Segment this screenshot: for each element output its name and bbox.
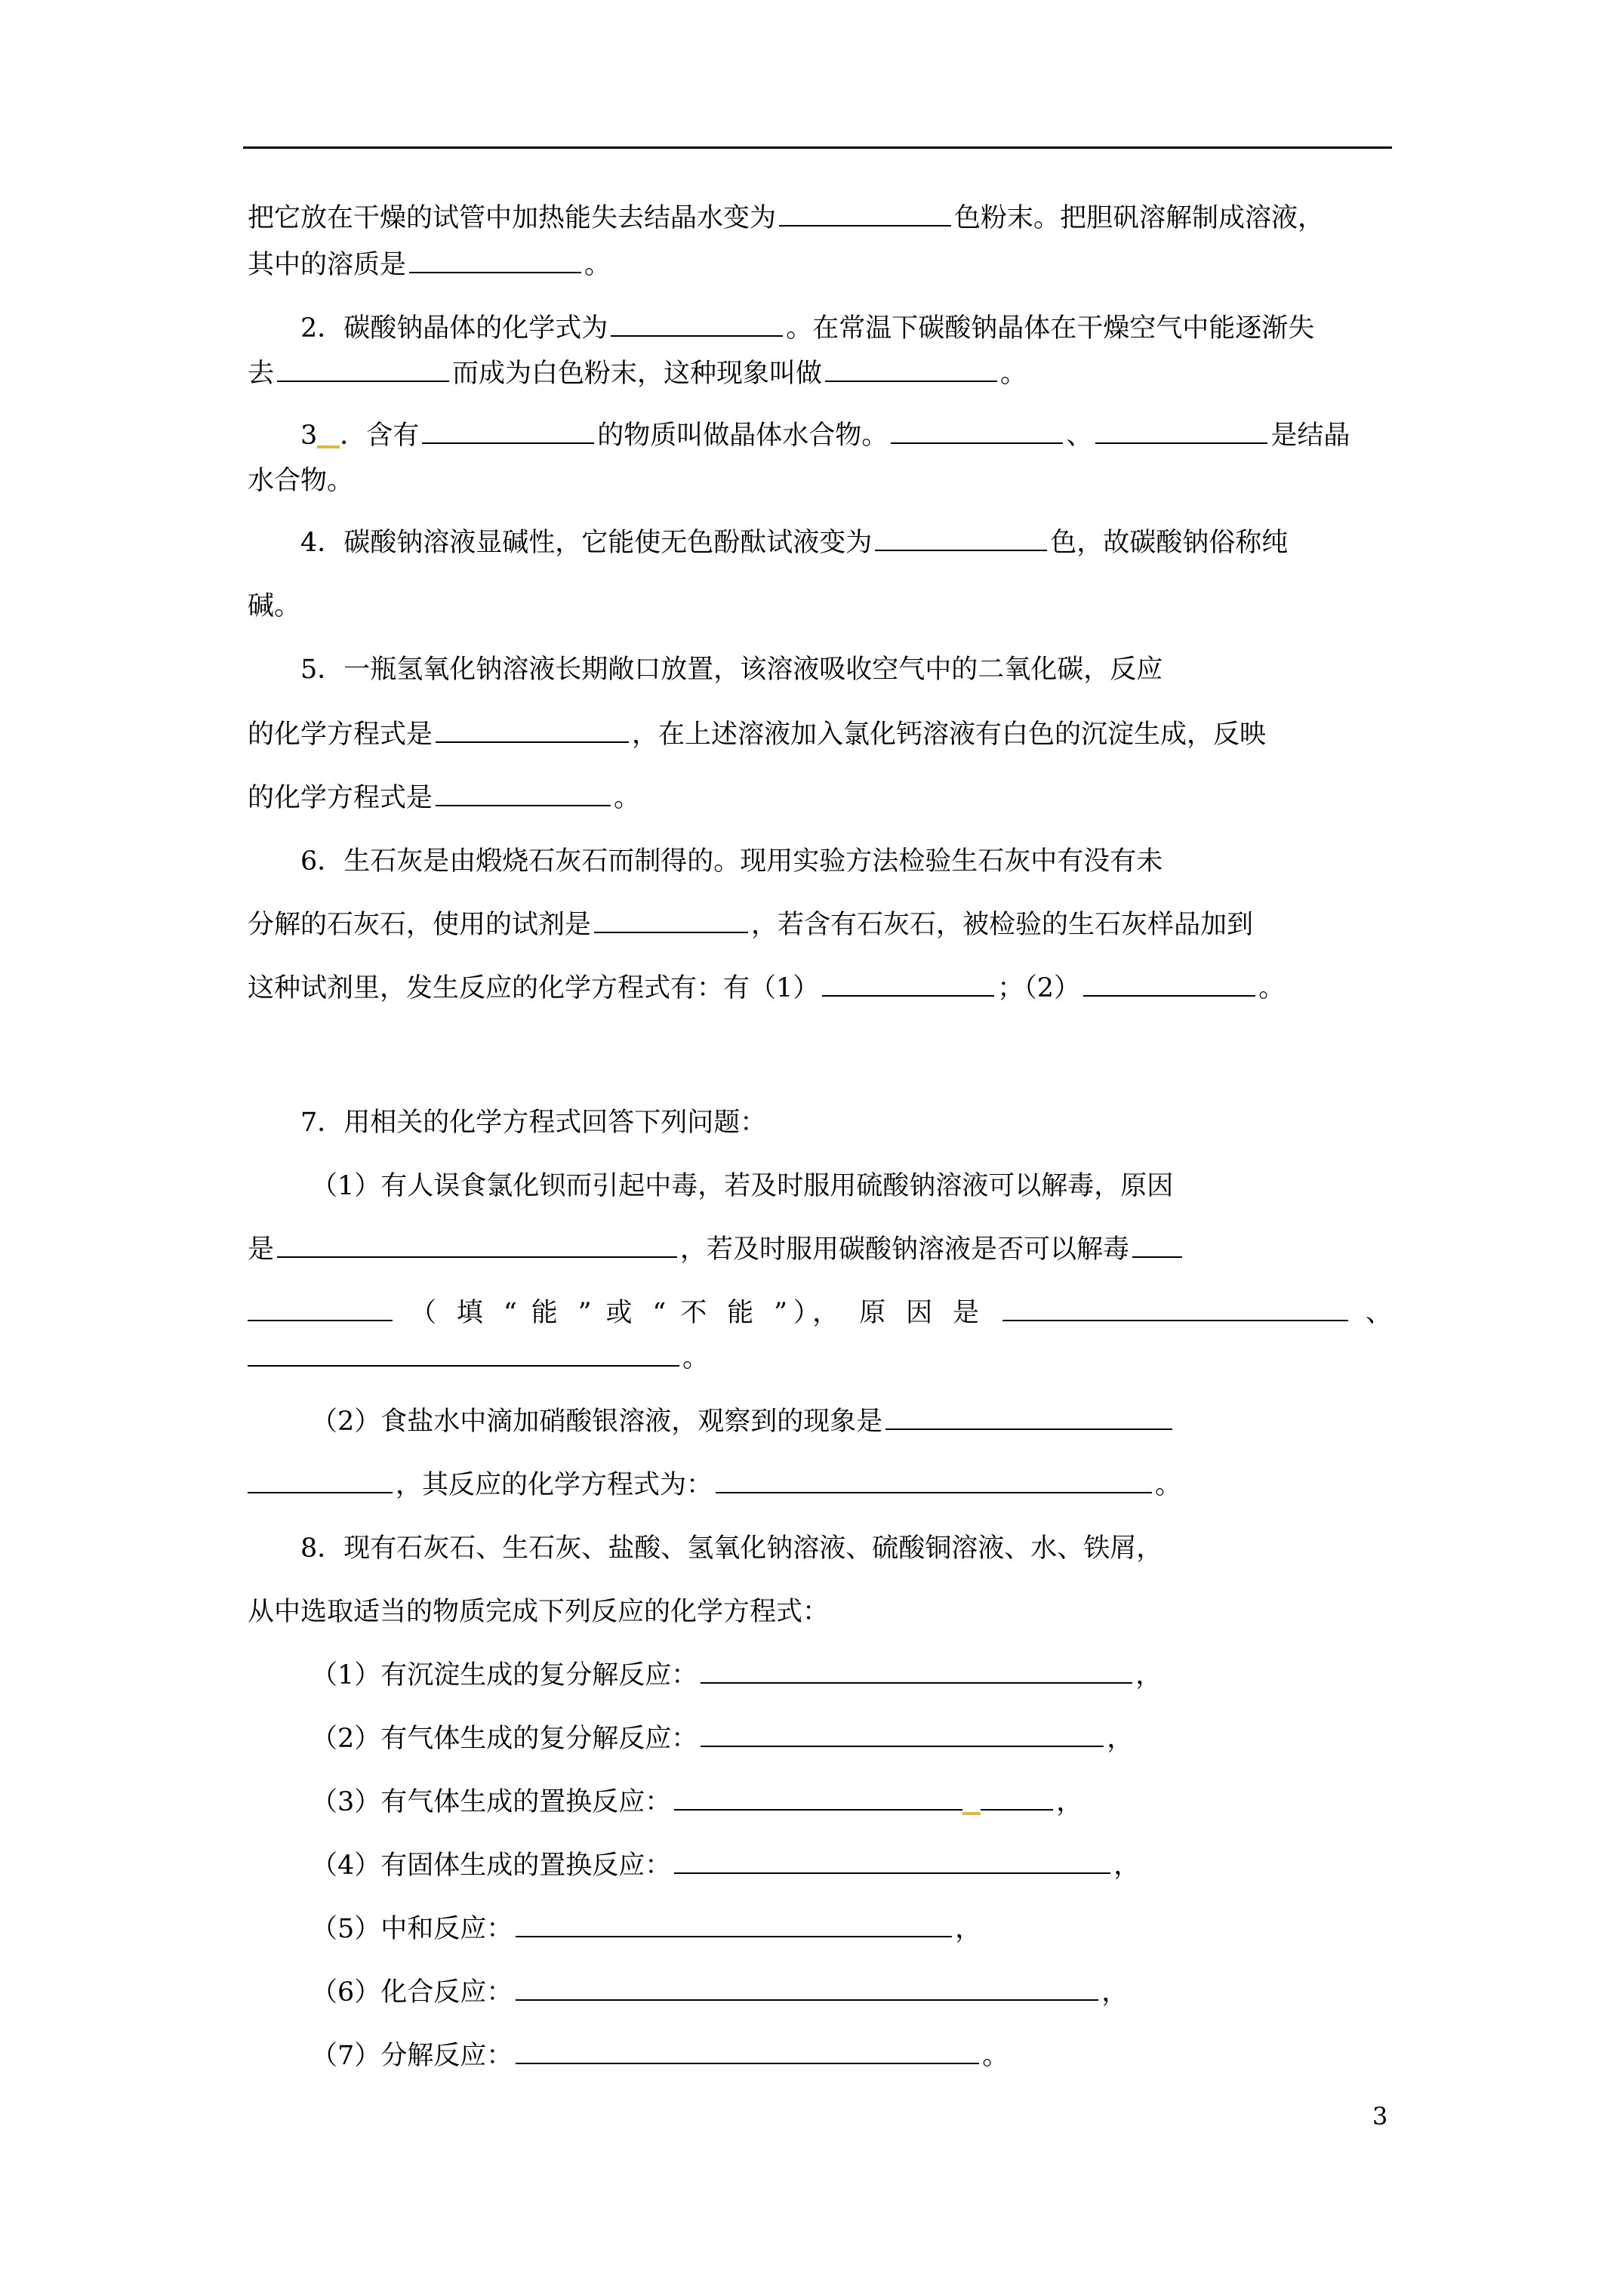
text-line: 。 <box>248 1339 709 1377</box>
answer-blank[interactable] <box>981 1785 1053 1811</box>
answer-blank[interactable] <box>891 418 1063 444</box>
text-line: （5）中和反应： ， <box>311 1910 981 1948</box>
answer-blank[interactable] <box>701 1721 1104 1747</box>
answer-blank[interactable] <box>516 1975 1098 2001</box>
answer-blank[interactable] <box>1083 971 1255 997</box>
answer-blank[interactable] <box>716 1468 1152 1493</box>
text-line: 从中选取适当的物质完成下列反应的化学方程式： <box>248 1597 830 1627</box>
answer-blank[interactable] <box>825 356 997 382</box>
answer-blank[interactable] <box>436 717 629 743</box>
text-line: 其中的溶质是 。 <box>248 246 611 284</box>
page-number: 3 <box>1372 2102 1388 2131</box>
question-3: 3 ．含有 的物质叫做晶体水合物。 、 是结晶 <box>300 417 1350 455</box>
answer-blank[interactable] <box>875 525 1047 551</box>
text-line: （2）有气体生成的复分解反应： ， <box>311 1720 1133 1758</box>
text-line: （7）分解反应： 。 <box>311 2037 1009 2075</box>
answer-blank[interactable] <box>611 311 783 337</box>
answer-blank[interactable] <box>248 1341 679 1367</box>
answer-blank[interactable] <box>674 1785 962 1811</box>
answer-blank[interactable] <box>1095 418 1267 444</box>
text-line: 去 而成为白色粉末，这种现象叫做 。 <box>248 355 1027 393</box>
text-line: （1）有人误食氯化钡而引起中毒，若及时服用硫酸钠溶液可以解毒，原因 <box>311 1171 1174 1201</box>
answer-blank[interactable] <box>594 908 748 933</box>
answer-blank[interactable] <box>885 1404 1172 1430</box>
text-line: 分解的石灰石，使用的试剂是 ，若含有石灰石，被检验的生石灰样品加到 <box>248 906 1253 944</box>
question-2: 2．碳酸钠晶体的化学式为 。在常温下碳酸钠晶体在干燥空气中能逐渐失 <box>300 310 1314 347</box>
question-5: 5．一瓶氢氧化钠溶液长期敞口放置，该溶液吸收空气中的二氧化碳，反应 <box>300 655 1163 685</box>
answer-blank[interactable] <box>779 201 951 227</box>
highlight-mark <box>317 445 340 448</box>
text-line: 的化学方程式是 。 <box>248 779 640 817</box>
text-line: 水合物。 <box>248 466 354 496</box>
answer-blank[interactable] <box>277 1232 677 1258</box>
answer-blank[interactable] <box>436 781 611 806</box>
answer-blank[interactable] <box>701 1658 1132 1684</box>
answer-blank[interactable] <box>516 1912 952 1937</box>
text-line: （3）有气体生成的置换反应： ， <box>311 1783 1083 1821</box>
text-line: （4）有固体生成的置换反应： ， <box>311 1847 1140 1885</box>
header-rule <box>243 146 1392 149</box>
answer-blank[interactable] <box>1132 1232 1182 1258</box>
answer-blank[interactable] <box>674 1848 1110 1874</box>
text-line: （1）有沉淀生成的复分解反应： ， <box>311 1657 1162 1694</box>
question-8: 8．现有石灰石、生石灰、盐酸、氢氧化钠溶液、硫酸铜溶液、水、铁屑， <box>300 1533 1163 1564</box>
answer-blank[interactable] <box>248 1296 393 1321</box>
text-line: （6）化合反应： ， <box>311 1974 1128 2011</box>
highlight-mark <box>962 1812 981 1815</box>
answer-blank[interactable] <box>409 248 581 273</box>
question-6: 6．生石灰是由煅烧石灰石而制得的。现用实验方法检验生石灰中有没有未 <box>300 846 1163 877</box>
question-7: 7．用相关的化学方程式回答下列问题： <box>300 1108 767 1138</box>
answer-blank[interactable] <box>516 2039 979 2064</box>
answer-blank[interactable] <box>822 971 994 997</box>
text-line: ，其反应的化学方程式为： 。 <box>248 1466 1181 1504</box>
text-line: 这种试剂里，发生反应的化学方程式有：有（1） ；（2） 。 <box>248 969 1285 1007</box>
answer-blank[interactable] <box>422 418 594 444</box>
question-4: 4．碳酸钠溶液显碱性，它能使无色酚酞试液变为 色，故碳酸钠俗称纯 <box>300 524 1288 562</box>
text-line: 是 ，若及时服用碳酸钠溶液是否可以解毒 <box>248 1231 1185 1268</box>
text-line: （2）食盐水中滴加硝酸银溶液，观察到的现象是 <box>311 1403 1175 1441</box>
answer-blank[interactable] <box>248 1468 393 1493</box>
text-line: 的化学方程式是 ，在上述溶液加入氯化钙溶液有白色的沉淀生成，反映 <box>248 716 1266 754</box>
text-line: 把它放在干燥的试管中加热能失去结晶水变为 色粉末。把胆矾溶解制成溶液， <box>248 199 1324 237</box>
answer-blank[interactable] <box>1002 1296 1348 1321</box>
answer-blank[interactable] <box>277 356 449 382</box>
text-line: 碱。 <box>248 591 301 621</box>
text-line: （ 填 “ 能 ” 或 “ 不 能 ”）， 原 因 是 、 <box>248 1294 1392 1332</box>
